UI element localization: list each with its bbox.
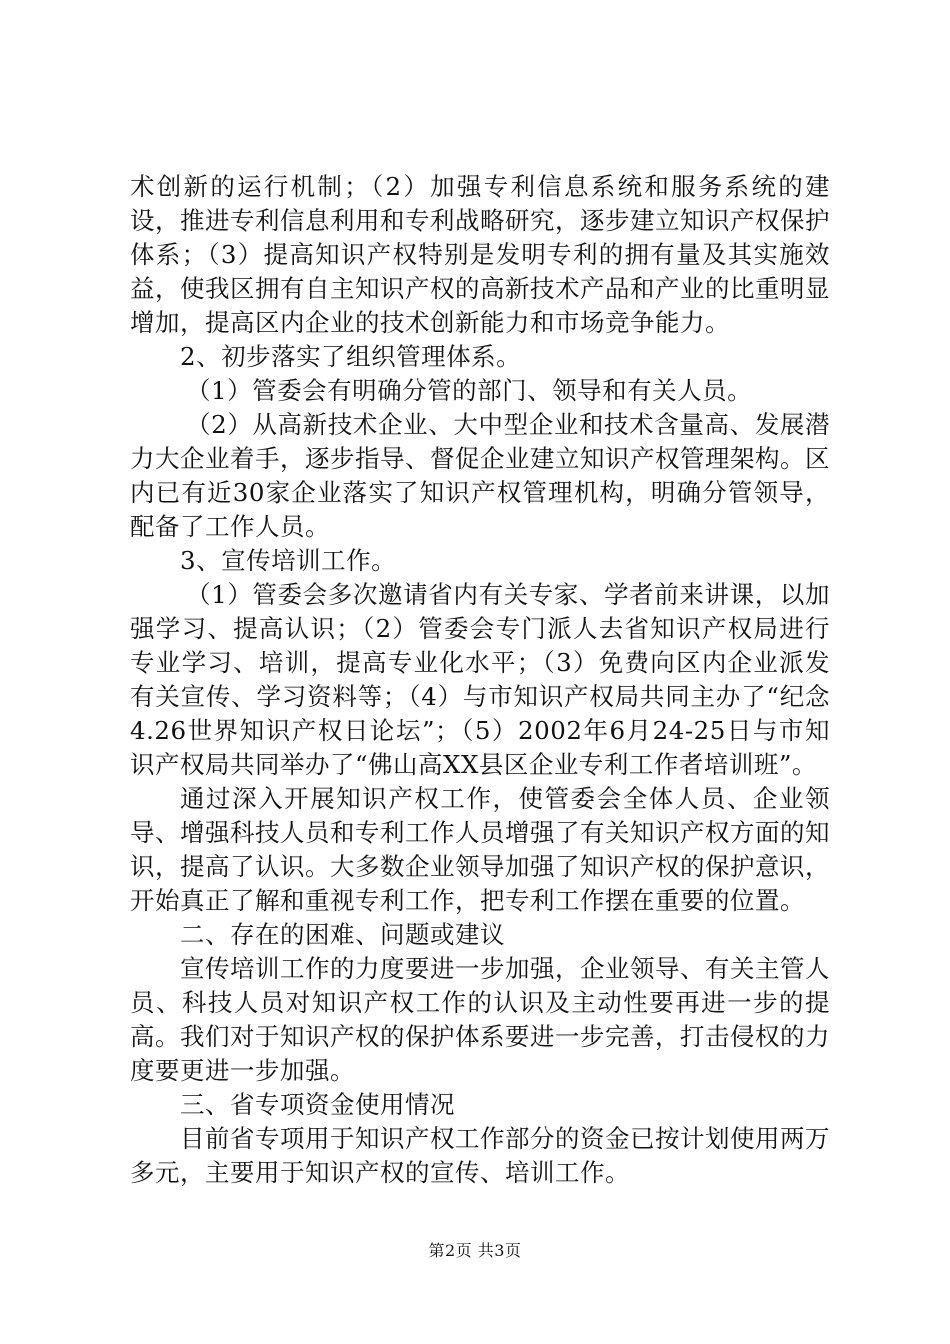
paragraph-item: （1）管委会多次邀请省内有关专家、学者前来讲课，以加强学习、提高认识；（2）管委会专门派人去省知识产权局进行专业学习、培训，提高专业化水平；（3）免费向区内企业派发有关宣传、学习资料等；（4）与市知识产权局共同主办了“纪念4.26世界知识产权日论坛”；（5）2002年6月24-25日与市知识产权局共同举办了“佛山高XX县区企业专利工作者培训班”。 <box>130 580 830 779</box>
page-footer <box>0 1241 950 1261</box>
section-heading-funds: 三、省专项资金使用情况 <box>180 1090 455 1119</box>
paragraph-funds: 目前省专项用于知识产权工作部分的资金已按计划使用两万多元，主要用于知识产权的宣传、培训工作。 <box>130 1124 830 1187</box>
document-body <box>130 170 830 1190</box>
section-heading-training: 3、宣传培训工作。 <box>180 546 397 575</box>
page-number: 第2页 共3页 <box>428 1241 522 1260</box>
section-heading-difficulties: 二、存在的困难、问题或建议 <box>180 920 505 949</box>
paragraph-continuation: 术创新的运行机制；（2）加强专利信息系统和服务系统的建设，推进专利信息利用和专利战略研究，逐步建立知识产权保护体系；（3）提高知识产权特别是发明专利的拥有量及其实施效益，使我区拥有自主知识产权的高新技术产品和产业的比重明显增加，提高区内企业的技术创新能力和市场竞争能力。 <box>130 172 830 337</box>
paragraph-summary: 通过深入开展知识产权工作，使管委会全体人员、企业领导、增强科技人员和专利工作人员增强了有关知识产权方面的知识，提高了认识。大多数企业领导加强了知识产权的保护意识，开始真正了解和重视专利工作，把专利工作摆在重要的位置。 <box>130 784 830 915</box>
paragraph-item: （2）从高新技术企业、大中型企业和技术含量高、发展潜力大企业着手，逐步指导、督促企业建立知识产权管理架构。区内已有近30家企业落实了知识产权管理机构，明确分管领导，配备了工作人员。 <box>130 410 830 541</box>
paragraph-item: （1）管委会有明确分管的部门、领导和有关人员。 <box>186 376 753 405</box>
section-heading-organization: 2、初步落实了组织管理体系。 <box>180 342 522 371</box>
paragraph-difficulties: 宣传培训工作的力度要进一步加强，企业领导、有关主管人员、科技人员对知识产权工作的认识及主动性要再进一步的提高。我们对于知识产权的保护体系要进一步完善，打击侵权的力度要更进一步加强。 <box>130 954 830 1085</box>
